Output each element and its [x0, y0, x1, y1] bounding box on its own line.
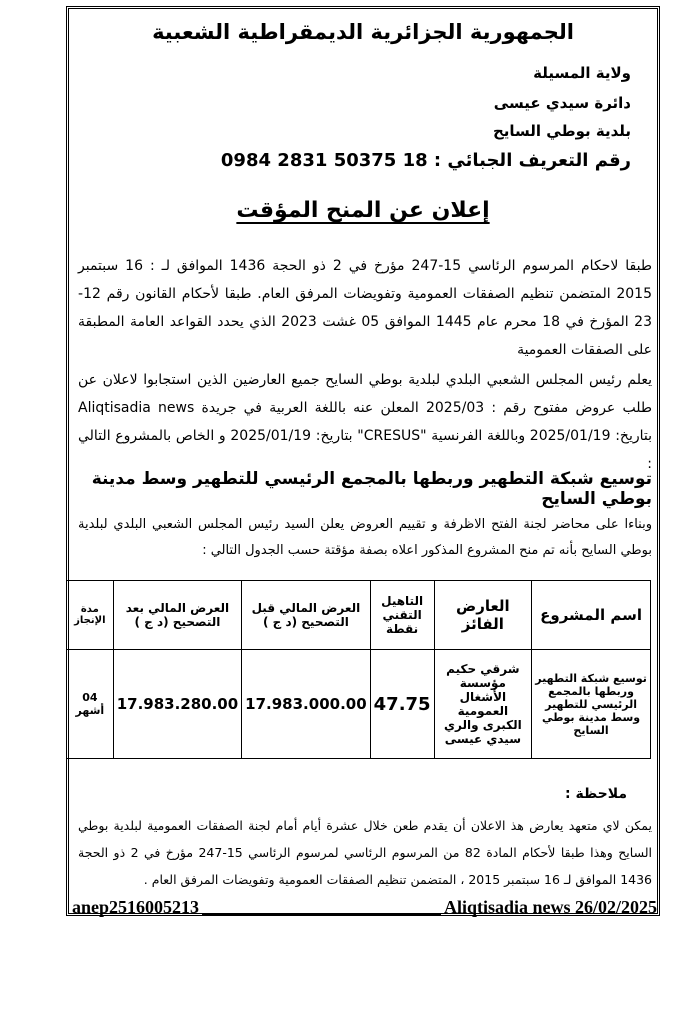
footer-ref: anep2516005213 [72, 897, 200, 917]
note-text: يمكن لاي متعهد يعارض هذ الاعلان أن يقدم طعن خلال عشرة أيام أمام لجنة الصفقات العمومية لبلدية بوطي السايح وهذا طبقا لأحكام المادة 82 من المرسوم الرئاسي لمرسوم الرئاسي 15-247 مؤرخ في 2 ذو الحجة 1436 الموافق لـ 16 سبتمبر 2015 ، المتضمن تنظيم الصفقات العمومية وتفويضات المرفق العام . [78, 818, 652, 887]
col-project-name: اسم المشروع [532, 581, 651, 650]
cell-duration: 04 أشهر [67, 650, 114, 759]
cell-technical-score: 47.75 [370, 650, 434, 759]
wilaya: ولاية المسيلة [533, 64, 631, 82]
table-row [67, 650, 651, 759]
col-duration: مدة الإنجاز [67, 581, 114, 650]
col-offer-before: العرض المالي قبل التصحيح (د ج ) [242, 581, 370, 650]
award-table [66, 580, 651, 759]
project-title: توسيع شبكة التطهير وربطها بالمجمع الرئيسي للتطهير وسط مدينة بوطي السايح [91, 469, 652, 509]
republic-title: الجمهورية الجزائرية الديمقراطية الشعبية [152, 20, 574, 44]
cell-offer-after: 17.983.280.00 [113, 650, 241, 759]
cell-winning-bidder: شرقي حكيم مؤسسة الأشغال العمومية الكبرى والري سيدي عيسى [434, 650, 532, 759]
announcement-heading [66, 198, 660, 223]
table-header-row [67, 581, 651, 650]
commune: بلدية بوطي السايح [492, 122, 631, 140]
col-winning-bidder: العارض الفائز [434, 581, 532, 650]
daira: دائرة سيدي عيسى [493, 94, 631, 112]
footer-publication: Aliqtisadia news 26/02/2025 [443, 897, 657, 917]
cell-project-name: توسيع شبكة التطهير وربطها بالمجمع الرئيسي للتطهير وسط مدينة بوطي السايح [532, 650, 651, 759]
tender-paragraph: يعلم رئيس المجلس الشعبي البلدي لبلدية بوطي السايح جميع العارضين الذين استجابوا لاعلان عن طلب عروض مفتوح رقم : 2025/03 المعلن عنه باللغة العربية في جريدة Aliqtisadia news بتاريخ: 2025/01/19 وباللغة الفرنسية "CRESUS" بتاريخ: 2025/01/19 و الخاص بالمشروع التالي : [78, 372, 652, 472]
col-offer-after: العرض المالي بعد التصحيح (د ج ) [113, 581, 241, 650]
note-title: ملاحظة : [565, 786, 627, 802]
tax-id: رقم التعريف الجبائي : 18 50375 2831 0984 [220, 150, 631, 171]
heading-text: إعلان عن المنح المؤقت [236, 198, 490, 223]
footer-divider [202, 914, 441, 915]
cell-offer-before: 17.983.000.00 [242, 650, 370, 759]
col-technical-score: التاهيل التقني نقطة [370, 581, 434, 650]
footer [72, 897, 657, 918]
award-paragraph: وبناءا على محاضر لجنة الفتح الاظرفة و تقييم العروض يعلن السيد رئيس المجلس الشعبي البلدي لبلدية بوطي السايح بأنه تم منح المشروع المذكور اعلاه بصفة مؤقتة حسب الجدول التالي : [78, 517, 652, 558]
legal-basis-paragraph: طبقا لاحكام المرسوم الرئاسي 15-247 مؤرخ في 2 ذو الحجة 1436 الموافق لـ : 16 سبتمبر 2015 المتضمن تنظيم الصفقات العمومية وتفويضات المرفق العام. طبقا لأحكام القانون رقم 12-23 المؤرخ في 18 محرم عام 1445 الموافق 05 غشت 2023 الذي يحدد القواعد العامة المطبقة على الصفقات العمومية [78, 258, 652, 358]
